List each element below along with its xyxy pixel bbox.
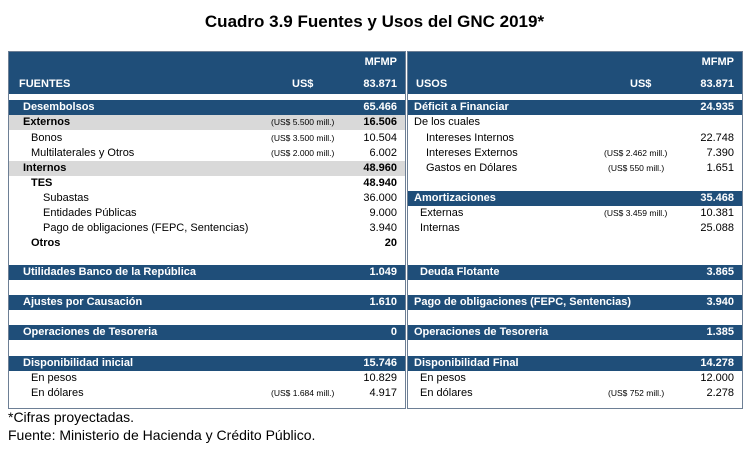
row-label: Deuda Flotante [420, 266, 500, 278]
table-row [9, 176, 405, 191]
row-label: De los cuales [414, 116, 481, 128]
table-row [408, 206, 742, 221]
row-value: 16.506 [363, 116, 397, 128]
row-label: Disponibilidad inicial [23, 357, 134, 369]
row-note: (US$ 1.684 mill.) [271, 388, 335, 398]
table-row [9, 161, 405, 176]
table-row [9, 325, 405, 340]
row-label: Operaciones de Tesoreria [23, 326, 158, 338]
row-value: 25.088 [700, 222, 734, 234]
row-label: Multilaterales y Otros [31, 147, 135, 159]
row-value: 65.466 [363, 101, 397, 113]
row-note: (US$ 5.500 mill.) [271, 117, 335, 127]
row-value: 36.000 [363, 192, 397, 204]
row-label: Internas [420, 222, 460, 234]
row-value: 12.000 [700, 372, 734, 384]
table-row [9, 146, 405, 161]
row-label: Pago de obligaciones (FEPC, Sentencias) [414, 296, 631, 308]
row-label: En dólares [31, 387, 84, 399]
row-value: 2.278 [706, 387, 734, 399]
table-row [9, 386, 405, 401]
row-label: Disponibilidad Final [414, 357, 519, 369]
row-label: Intereses Externos [426, 147, 518, 159]
table-row [9, 206, 405, 221]
table-row [408, 100, 742, 115]
row-value: 10.504 [363, 132, 397, 144]
row-note: (US$ 550 mill.) [608, 163, 665, 173]
row-value: 20 [384, 237, 397, 249]
row-label: Externas [420, 207, 464, 219]
usos-total: 83.871 [700, 78, 734, 90]
row-label: Gastos en Dólares [426, 162, 518, 174]
row-note: (US$ 3.500 mill.) [271, 133, 335, 143]
row-value: 10.381 [700, 207, 734, 219]
row-value: 15.746 [363, 357, 397, 369]
row-label: Entidades Públicas [43, 207, 137, 219]
fuentes-header-label: FUENTES [19, 78, 71, 90]
fuentes-header [9, 52, 405, 94]
footnote-projected: *Cifras proyectadas. [8, 409, 135, 425]
row-value: 24.935 [700, 101, 734, 113]
row-value: 9.000 [369, 207, 397, 219]
row-value: 7.390 [706, 147, 734, 159]
row-value: 1.385 [706, 326, 734, 338]
row-label: Internos [23, 162, 67, 174]
table-row [408, 295, 742, 310]
usos-header [408, 52, 742, 94]
usos-table [407, 51, 743, 409]
row-label: Otros [31, 237, 61, 249]
table-row [9, 100, 405, 115]
row-label: Utilidades Banco de la República [23, 266, 196, 278]
table-row [9, 191, 405, 206]
footnote-source: Fuente: Ministerio de Hacienda y Crédito Público. [8, 427, 316, 443]
table-row [408, 131, 742, 146]
row-value: 14.278 [700, 357, 734, 369]
table-row [9, 131, 405, 146]
table-row [408, 356, 742, 371]
table-row [9, 265, 405, 280]
table-row [9, 115, 405, 130]
row-value: 1.049 [369, 266, 397, 278]
row-label: Déficit a Financiar [414, 101, 509, 113]
table-row [408, 161, 742, 176]
row-value: 10.829 [363, 372, 397, 384]
table-row [9, 221, 405, 236]
row-label: Externos [23, 116, 71, 128]
row-label: Operaciones de Tesoreria [414, 326, 549, 338]
table-row [9, 371, 405, 386]
row-note: (US$ 752 mill.) [608, 388, 665, 398]
currency-label: US$ [630, 78, 652, 90]
table-row [408, 265, 742, 280]
row-label: TES [31, 177, 53, 189]
table-row [408, 386, 742, 401]
row-label: Ajustes por Causación [23, 296, 143, 308]
table-row [408, 115, 742, 130]
table-row [408, 221, 742, 236]
table-row [9, 236, 405, 251]
mfmp-label: MFMP [364, 56, 397, 68]
row-value: 4.917 [369, 387, 397, 399]
currency-label: US$ [292, 78, 314, 90]
table-row [408, 371, 742, 386]
row-label: Subastas [43, 192, 89, 204]
row-value: 35.468 [700, 192, 734, 204]
table-row [408, 146, 742, 161]
row-value: 48.960 [363, 162, 397, 174]
table-row [408, 325, 742, 340]
row-note: (US$ 3.459 mill.) [604, 208, 668, 218]
row-label: Intereses Internos [426, 132, 515, 144]
row-value: 3.865 [706, 266, 734, 278]
row-note: (US$ 2.000 mill.) [271, 148, 335, 158]
row-value: 1.651 [706, 162, 734, 174]
row-label: Desembolsos [23, 101, 95, 113]
table-row [408, 191, 742, 206]
row-value: 0 [390, 326, 397, 338]
fuentes-total: 83.871 [363, 78, 397, 90]
row-value: 6.002 [369, 147, 397, 159]
page-title: Cuadro 3.9 Fuentes y Usos del GNC 2019* [204, 12, 545, 31]
row-label: En dólares [420, 387, 473, 399]
row-label: En pesos [420, 372, 466, 384]
row-label: Bonos [31, 132, 63, 144]
table-row [9, 295, 405, 310]
row-value: 22.748 [700, 132, 734, 144]
fuentes-table [8, 51, 406, 409]
row-note: (US$ 2.462 mill.) [604, 148, 668, 158]
row-value: 1.610 [369, 296, 397, 308]
mfmp-label: MFMP [701, 56, 734, 68]
row-value: 48.940 [363, 177, 397, 189]
row-value: 3.940 [369, 222, 397, 234]
row-label: En pesos [31, 372, 77, 384]
table-row [9, 356, 405, 371]
row-value: 3.940 [706, 296, 734, 308]
row-label: Amortizaciones [414, 192, 496, 204]
row-label: Pago de obligaciones (FEPC, Sentencias) [43, 222, 249, 234]
usos-header-label: USOS [416, 78, 448, 90]
